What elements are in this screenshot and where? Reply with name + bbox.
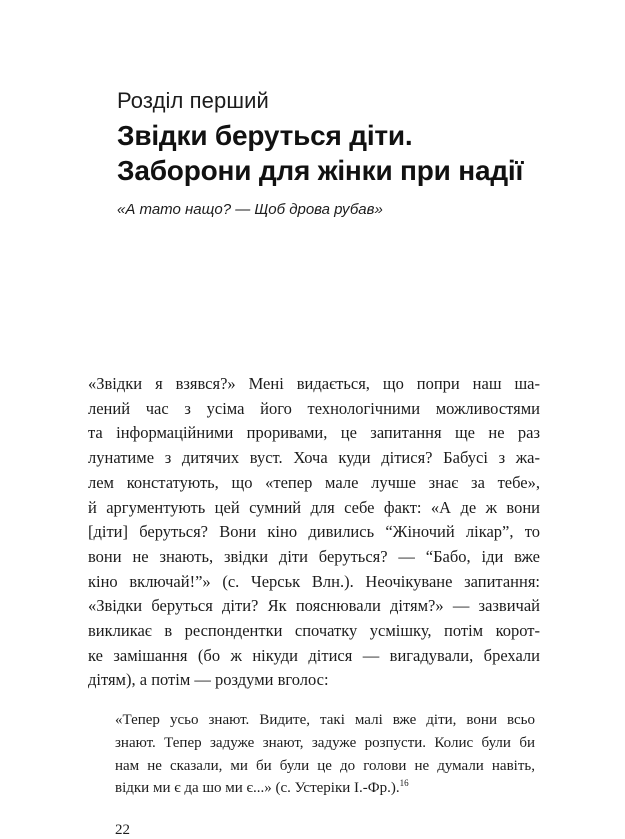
paragraph-line: лунатиме з дитячих вуст. Хоча куди дітися? Бабусі з жа- [88, 448, 540, 468]
paragraph-line: дітям), а потім — роздуми вголос: [88, 670, 329, 690]
epigraph: «А тато нащо? — Щоб дрова рубав» [117, 201, 383, 218]
chapter-title [117, 118, 523, 188]
body-paragraph [88, 372, 540, 693]
chapter-title-line: Звідки беруться діти. [117, 120, 413, 151]
paragraph-line: «Звідки я взявся?» Мені видається, що попри наш ша- [88, 374, 540, 393]
paragraph-line: лем констатують, що «тепер мале лучше знає за тебе», [88, 472, 540, 492]
quote-line: знают. Тепер задуже знают, задуже розпусти. Колис були би [115, 734, 535, 751]
chapter-title-line: Заборони для жінки при надії [117, 155, 524, 186]
quote-line-last [115, 777, 535, 800]
paragraph-line: [діти] беруться? Вони кіно дивились “Жіночий лікар”, то [88, 522, 540, 542]
paragraph-line: лений час з усіма його технологічними можливостями [88, 398, 540, 418]
quote-line: «Тепер усьо знают. Видите, такі малі вже діти, вони всьо [115, 712, 535, 728]
paragraph-line: викликає в респондентки спочатку усмішку, потім корот- [88, 621, 540, 641]
page-number: 22 [115, 822, 130, 838]
chapter-label: Розділ перший [117, 88, 269, 113]
paragraph-line: кіно включай!”» (с. Черськ Влн.). Неочікуване запитання: [88, 571, 540, 591]
quote-last-text: відки ми є да шо ми є...» (с. Устеріки І.-Фр.). [115, 780, 400, 797]
paragraph-line: та інформаційними проривами, це запитання ще не раз [88, 423, 540, 443]
paragraph-line: й аргументують цей сумний для себе факт: «А де ж вони [88, 497, 540, 517]
quote-line: нам не сказали, ми би були це до голови не думали навіть, [115, 757, 535, 774]
paragraph-line: вони не знають, звідки діти беруться? — “Бабо, іди вже [88, 546, 540, 566]
block-quote [115, 709, 535, 800]
footnote-ref[interactable]: 16 [399, 778, 409, 789]
paragraph-line: «Звідки беруться діти? Як пояснювали дітям?» — зазвичай [88, 596, 540, 616]
paragraph-line: ке замішання (бо ж нікуди дітися — вигадували, брехали [88, 645, 540, 665]
